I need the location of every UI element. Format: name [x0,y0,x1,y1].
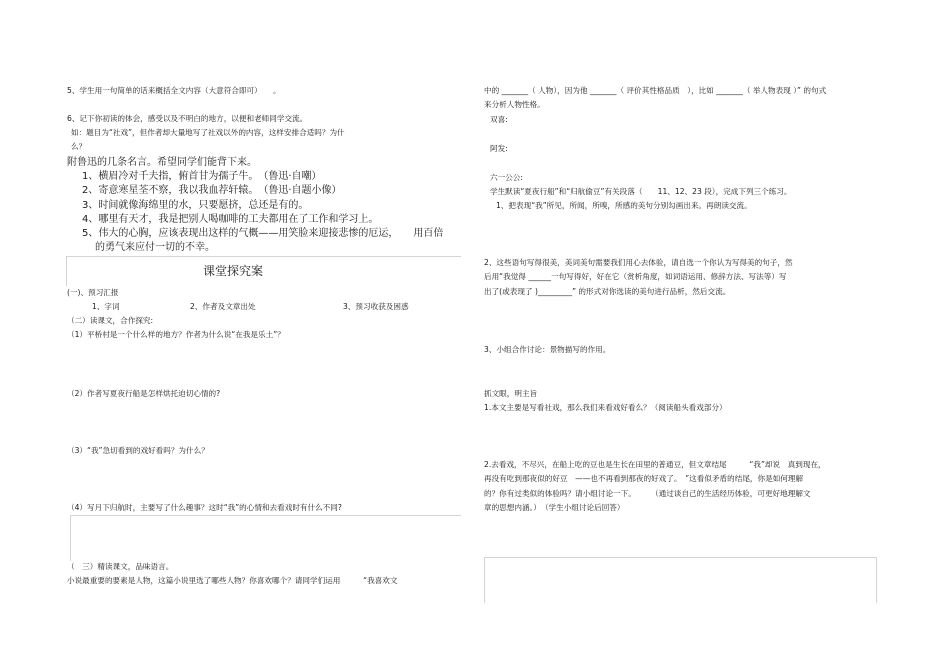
divider [70,515,461,516]
divider [876,557,877,603]
quote-item: 1、横眉冷对千夫指，俯首甘为孺子牛。 （鲁迅·自嘲） [82,171,322,182]
character-label: 六一公公: [490,173,523,182]
read-question: （4）写月下归航时，主要写了什么趣事？这时“我”的心情和去看戏时有什么不同? [67,503,342,512]
grasp-question-2-cont: 章的思想内涵。） （学生小组讨论后回答） [484,503,625,512]
preview-heading: (一)、预习汇报 [67,288,119,297]
quote-item: 2、寄意寒星荃不察，我以我血荐轩辕。 （鲁迅·自题小像） [82,185,342,196]
read-question: （3）“我”急切看到的戏好看吗？为什么？ [67,446,209,455]
part-3-heading: （ 三）精读课文，品味语言。 [67,562,174,571]
question-5: 5、学生用一句简单的话来概括全文内容（大意符合即可） 。 [67,86,281,95]
task-1: 1、把表现“我”所见，所闻，所嗅，所感的美句分别勾画出来。再朗读交流。 [496,201,752,210]
grasp-question-2: 2.去看戏，不尽兴，在船上吃的豆也是生长在田里的普通豆，但文章结尾 “我”却说 真到现在， [484,460,826,469]
divider [66,256,67,286]
task-3: 3、小组合作讨论：景物描写的作用。 [484,345,611,354]
task-2-cont: 后用“我觉得 ______一句写得好，好在它（赏析角度，如词语运用、修辞方法、写法等）写 [484,272,787,281]
character-label: 阿发: [490,144,508,153]
question-6: 6、记下你初读的体会，感受以及不明白的地方，以便和老师同学交流。 [67,114,308,123]
grasp-heading: 抓文眼，明主旨 [484,389,538,398]
character-analysis-pattern: 中的 _______（ 人物），因为他 _______（ 评价其性格品质 ），比如 _______（ 举人物表现 ）” 的句式 [484,86,827,95]
quote-item: 4、哪里有天才，我是把别人喝咖啡的工夫都用在了工作和学习上。 [82,214,379,225]
read-question: （1）平桥村是一个什么样的地方？作者为什么说“在我是乐土”？ [67,330,285,339]
read-question: （2）作者写夏夜行船是怎样烘托迫切心情的? [67,389,221,398]
divider [66,256,461,257]
question-6-example: 如：题目为“社戏”，但作者却大量地写了社戏以外的内容，这样安排合适吗？为什 [71,128,345,137]
grasp-question-2-cont: 再没有吃到那夜似的好豆 ——也不再看到那夜的好戏了。 ”这看似矛盾的结尾，你是如何理解 [484,474,804,483]
quotes-intro: 附鲁迅的几条名言。希望同学们能背下来。 [67,157,257,168]
quote-item-cont: 的勇气来应付一切的不幸。 [95,242,215,253]
character-label: 双喜: [490,115,508,124]
task-2-cont: 出了(或表现了 )_________” 的形式对你选读的美句进行品析，然后交流。 [484,287,731,296]
part-3-question: 小说最重要的要素是人物，这篇小说里选了哪些人物？你喜欢哪个？请同学们运用 “我喜欢文 [67,576,398,585]
task-2: 2、这些语句写得很美，美词美句需要我们用心去体验，请自选一个你认为写得美的句子，然 [484,258,793,267]
divider [484,557,485,603]
divider [70,515,71,561]
preview-item: 1、字词 [92,302,120,311]
grasp-question-2-cont: 的？你有过类似的体验吗？请小组讨论一下。 （通过谈自己的生活经历体验，可更好地理解文 [484,489,811,498]
question-6-example-cont: 么？ [71,142,87,151]
character-analysis-pattern-cont: 来分析人物性格。 [484,100,545,109]
quote-item: 5、伟大的心胸，应该表现出这样的气概——用笑脸来迎接悲惨的厄运， 用百倍 [82,228,444,239]
read-heading: （二）读课文，合作探究: [67,316,154,325]
preview-item: 3、预习收获及困惑 [343,302,409,311]
quote-item: 3、时间就像海绵里的水，只要愿挤，总还是有的。 [82,200,309,211]
task-intro: 学生默读“夏夜行船”和“归航偷豆”有关段落（ 11、12、23 段），完成下列三个练习。 [490,187,792,196]
grasp-question-1: 1.本文主要是写看社戏，那么我们来看戏好看么？（阅读船头看戏部分） [484,403,727,412]
section-title: 课堂探究案 [203,264,264,278]
preview-item: 2、作者及文章出处 [190,302,256,311]
divider [484,557,877,558]
